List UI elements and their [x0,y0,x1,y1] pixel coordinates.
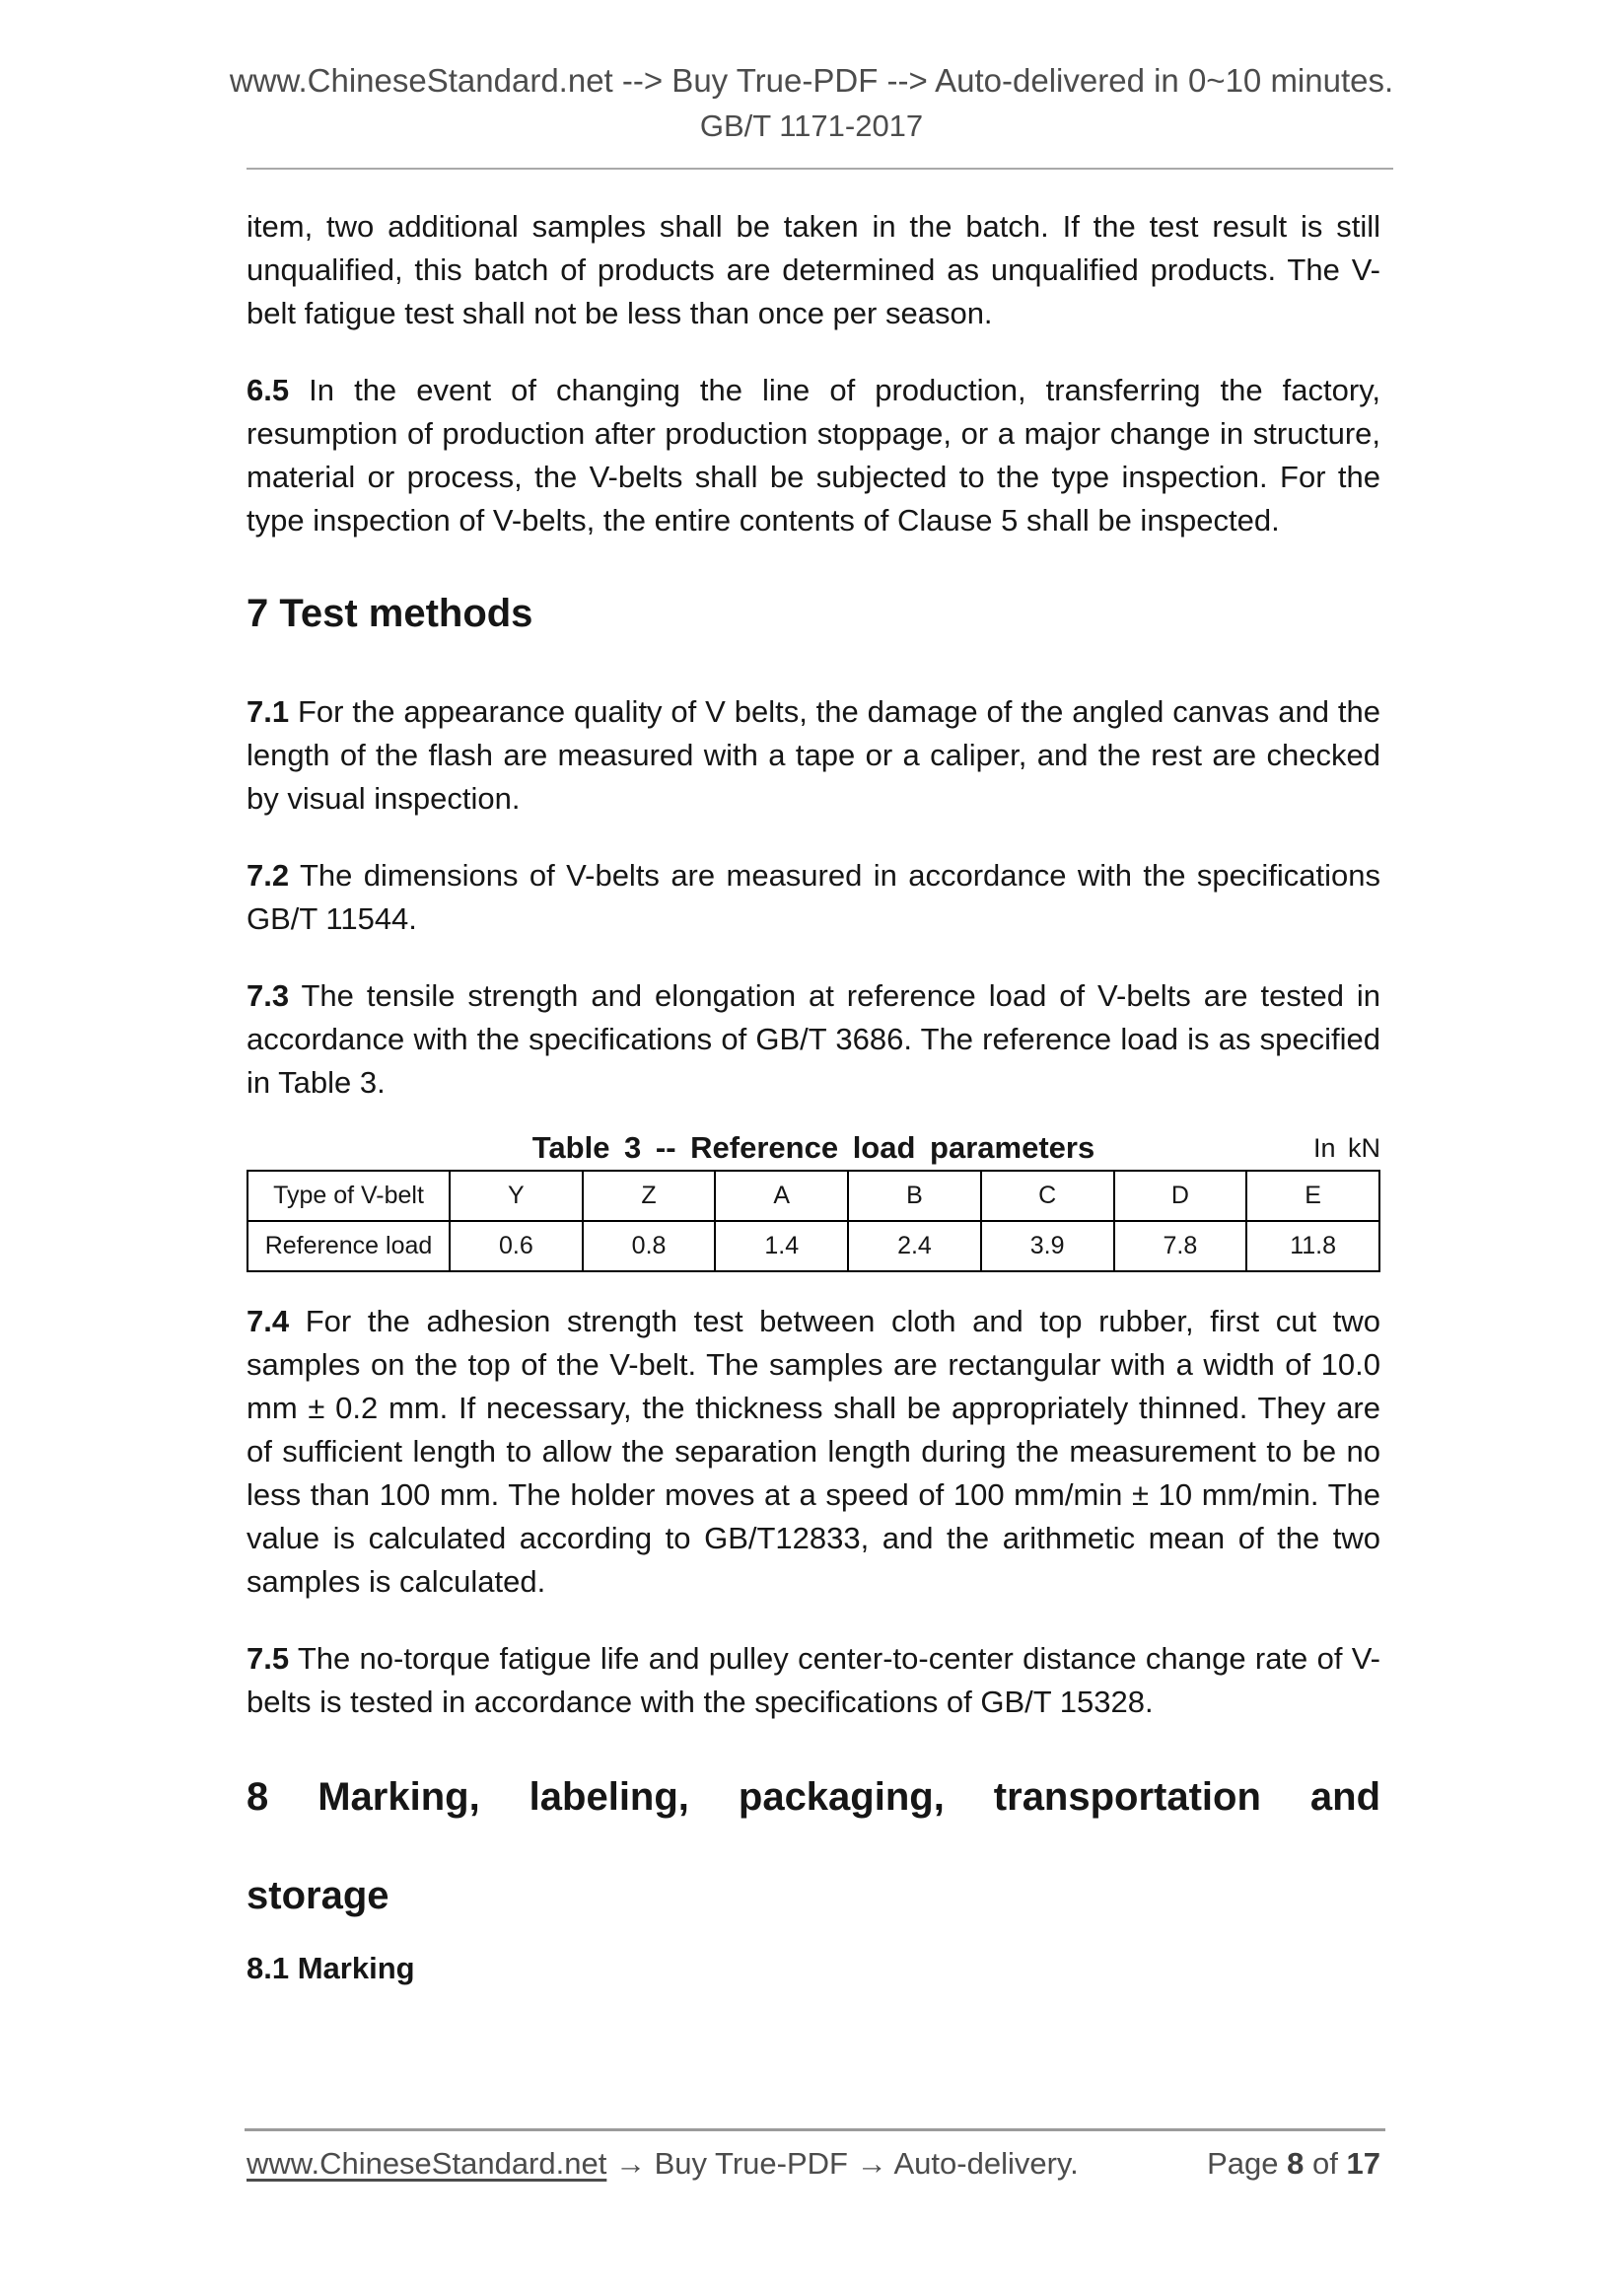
table3-title: Table 3 -- Reference load parameters [531,1130,1095,1165]
table-data-cell: 7.8 [1114,1221,1247,1271]
subsection-8-1-heading: 8.1 Marking [247,1951,415,1985]
table-data-cell: 0.6 [450,1221,583,1271]
footer-delivery-label: Auto-delivery. [893,2146,1079,2181]
page-header-banner: www.ChineseStandard.net --> Buy True-PDF --> Auto-delivered in 0~10 minutes. [229,62,1394,99]
clause-7-4 [247,1300,1380,1604]
clause-number: 7.2 [247,858,290,893]
table3-unit: In kN [1312,1133,1380,1163]
table-data-cell: 2.4 [848,1221,981,1271]
table-header-cell: E [1246,1171,1379,1221]
clause-6-5 [247,369,1380,542]
footer-site-link[interactable]: www.ChineseStandard.net [247,2146,607,2181]
clause-number: 7.3 [247,978,290,1013]
clause-7-3 [247,974,1380,1105]
clause-text: The tensile strength and elongation at reference load of V-belts are tested in accordance with the specifications of GB/T 3686. The reference load is as specified in Table 3. [247,978,1380,1100]
footer-buy-label: Buy True-PDF [654,2146,848,2181]
page-footer [247,2142,1380,2186]
clause-text: For the appearance quality of V belts, the damage of the angled canvas and the length of the flash are measured with a tape or a caliper, and the rest are checked by visual inspection. [247,694,1380,816]
footer-left [247,2142,1079,2186]
table-data-cell: Reference load [247,1221,450,1271]
clause-text: For the adhesion strength test between cloth and top rubber, first cut two samples on the top of the V-belt. The samples are rectangular with a width of 10.0 mm ± 0.2 mm. If necessary, the thickness shall be appropriately thinned. They are of sufficient length to allow the separation length during the measurement to be no less than 100 mm. The holder moves at a speed of 100 mm/min ± 10 mm/min. The value is calculated according to GB/T12833, and the arithmetic mean of the two samples is calculated. [247,1304,1380,1599]
section-8-heading-line2: storage [247,1874,389,1917]
table-data-cell: 0.8 [583,1221,716,1271]
table-header-cell: A [715,1171,848,1221]
footer-divider [245,2128,1385,2131]
section-8-heading-line1: 8 Marking, labeling, packaging, transportation and [247,1775,1380,1819]
page-indicator [1207,2142,1380,2186]
table-header-cell: Type of V-belt [247,1171,450,1221]
section-7-heading: 7 Test methods [247,592,533,635]
of-label: of [1312,2146,1338,2181]
table-header-cell: B [848,1171,981,1221]
clause-text: In the event of changing the line of production, transferring the factory, resumption of production after production stoppage, or a major change in structure, material or process, the V-belts shall be subjected to the type inspection. For the type inspection of V-belts, the entire contents of Clause 5 shall be inspected. [247,373,1380,538]
page-total: 17 [1346,2146,1380,2181]
clause-7-1 [247,690,1380,821]
table-row [247,1171,1379,1221]
table-header-cell: D [1114,1171,1247,1221]
clause-text: The dimensions of V-belts are measured in accordance with the specifications GB/T 11544. [247,858,1380,936]
clause-number: 7.1 [247,694,290,729]
paragraph-continuation: item, two additional samples shall be taken in the batch. If the test result is still unqualified, this batch of products are determined as unqualified products. The V-belt fatigue test shall not be less than once per season. [247,209,1380,330]
clause-text: The no-torque fatigue life and pulley center-to-center distance change rate of V-belts is tested in accordance with the specifications of GB/T 15328. [247,1641,1381,1719]
document-body [247,205,1380,1990]
header-divider [247,168,1393,170]
table3-reference-load [247,1170,1380,1272]
table-data-cell: 1.4 [715,1221,848,1271]
table-header-cell: Y [450,1171,583,1221]
table-row [247,1221,1379,1271]
clause-number: 7.4 [247,1304,290,1338]
clause-7-5 [247,1637,1380,1724]
page-current: 8 [1287,2146,1305,2181]
arrow-right-icon: → [856,2146,887,2181]
clause-number: 7.5 [247,1641,290,1676]
document-number: GB/T 1171-2017 [699,108,924,143]
clause-number: 6.5 [247,373,290,407]
table-data-cell: 3.9 [981,1221,1114,1271]
clause-7-2 [247,854,1380,941]
arrow-right-icon: → [614,2146,646,2181]
page-label: Page [1207,2146,1279,2181]
table3-caption [247,1126,1380,1170]
table-header-cell: C [981,1171,1114,1221]
table-header-cell: Z [583,1171,716,1221]
table-data-cell: 11.8 [1246,1221,1379,1271]
